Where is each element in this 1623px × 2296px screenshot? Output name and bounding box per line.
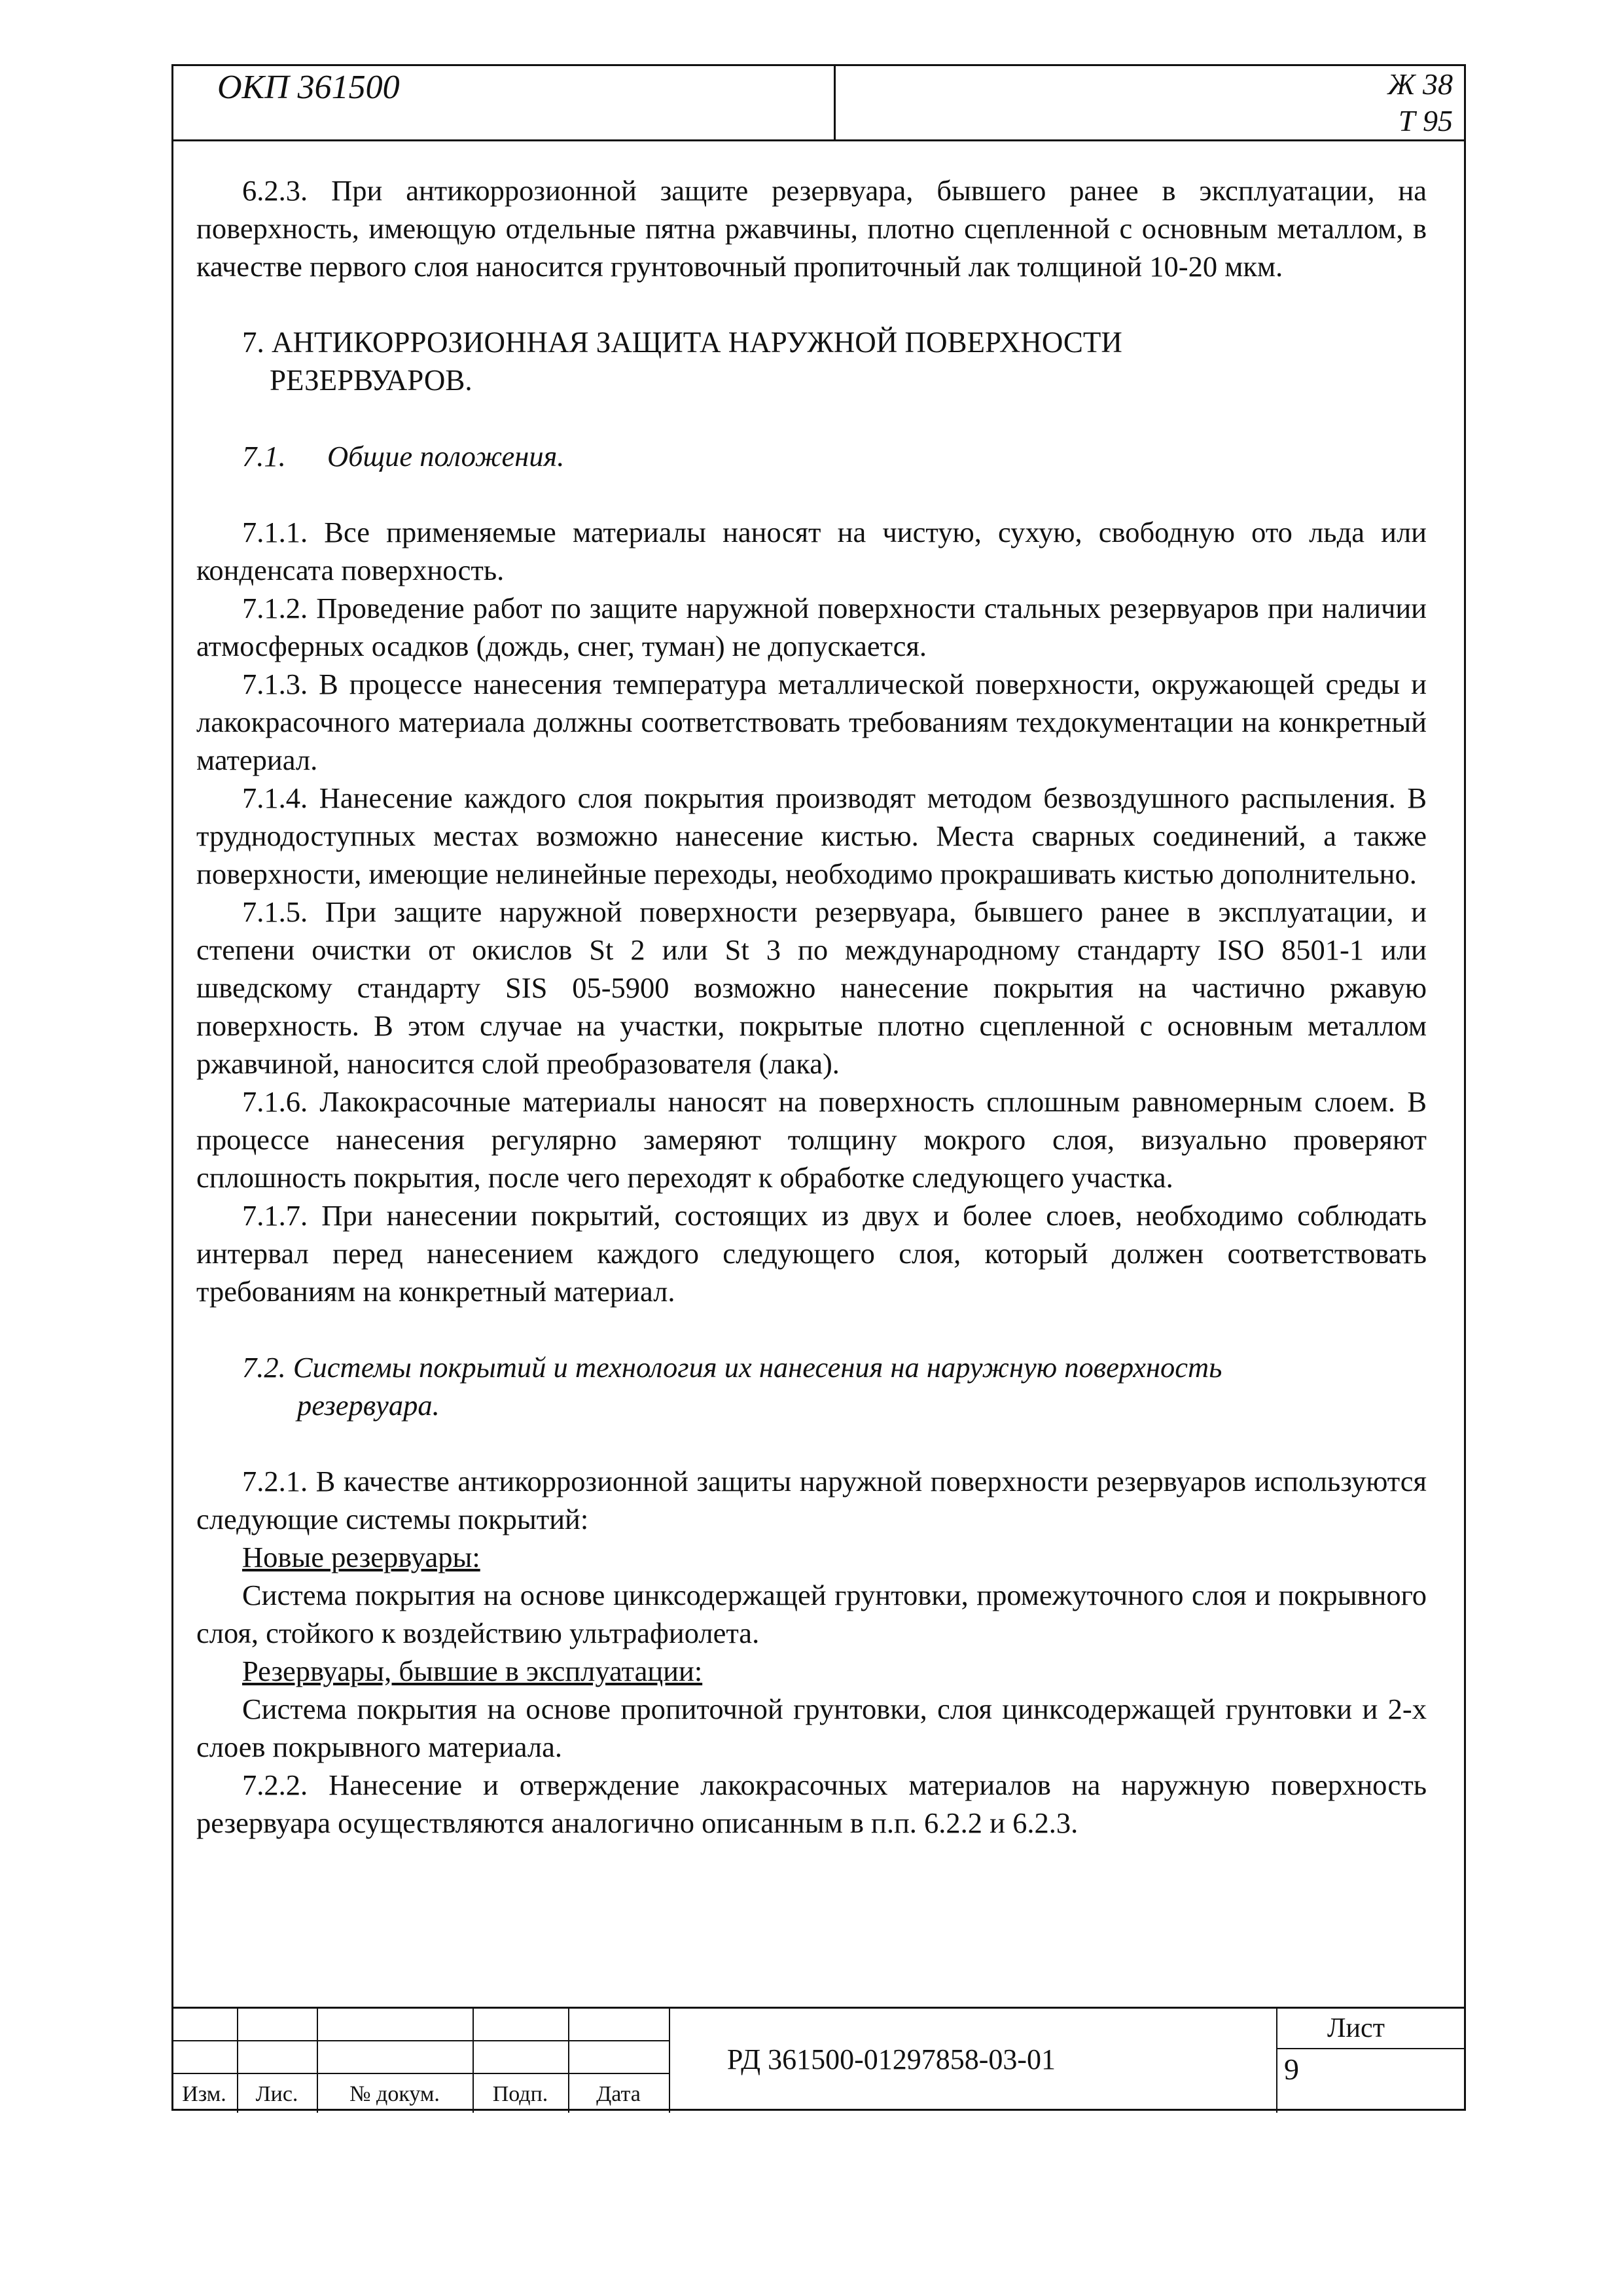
paragraph-7-1-3: 7.1.3. В процессе нанесения температура металлической поверхности, окружающей среды и лакокрасочного материала должны соответствовать требованиям техдокументации на конкретный материал. (196, 668, 1427, 776)
header-divider (834, 64, 836, 141)
subsection-7-1-title: Общие положения. (327, 440, 565, 473)
paragraph-7-1-5: 7.1.5. При защите наружной поверхности резервуара, бывшего ранее в эксплуатации, и степени очистки от окислов St 2 или St 3 по международному стандарту ISO 8501-1 или шведскому стандарту SIS 05-5900 возможно нанесение покрытия на частично ржавую поверхность. В этом случае на участки, покрытые плотно сцепленной с основным металлом ржавчиной, наносится слой преобразователя (лака). (196, 895, 1427, 1080)
new-tanks-description: Система покрытия на основе цинксодержащей грунтовки, промежуточного слоя и покрывного слоя, стойкого к воздействию ультрафиолета. (196, 1579, 1427, 1649)
spacer (196, 1310, 1427, 1348)
sheet-box-line (1276, 2048, 1466, 2049)
paragraph-7-1-6: 7.1.6. Лакокрасочные материалы наносят на поверхность сплошным равномерным слоем. В процессе нанесения регулярно замеряют толщину мокрого слоя, визуально проверяют сплошность покрытия, после чего переходят к обработке следующего участка. (196, 1085, 1427, 1194)
stamp-col-date: Дата (596, 2082, 641, 2106)
used-tanks-label: Резервуары, бывшие в эксплуатации: (242, 1655, 703, 1687)
sheet-number: 9 (1284, 2053, 1299, 2086)
stamp-row-line (171, 2040, 669, 2041)
section-7-title-line2: РЕЗЕРВУАРОВ. (270, 364, 473, 397)
stamp-col-doc-number: № докум. (349, 2082, 440, 2106)
spacer (196, 1424, 1427, 1462)
stamp-col-izm: Изм. (182, 2082, 226, 2106)
section-7-heading (196, 323, 1427, 399)
subsection-7-2-heading (196, 1348, 1427, 1424)
spacer (196, 475, 1427, 513)
new-tanks-label: Новые резервуары: (242, 1541, 480, 1573)
document-body (196, 171, 1427, 1842)
subsection-7-1-number: 7.1. (242, 440, 286, 473)
paragraph-6-2-3: 6.2.3. При антикоррозионной защите резервуара, бывшего ранее в эксплуатации, на поверхность, имеющую отдельные пятна ржавчины, плотно сцепленной с основным металлом, в качестве первого слоя наносится грунтовочный пропиточный лак толщиной 10-20 мкм. (196, 174, 1427, 283)
used-tanks-description: Система покрытия на основе пропиточной грунтовки, слоя цинксодержащей грунтовки и 2-х слоев покрывного материала. (196, 1693, 1427, 1763)
handwritten-mark-top: Ж 38 (1387, 67, 1453, 101)
subsection-7-2-title-line2: резервуара. (297, 1389, 440, 1422)
paragraph-7-1-2: 7.1.2. Проведение работ по защите наружной поверхности стальных резервуаров при наличии атмосферных осадков (дождь, снег, туман) не допускается. (196, 592, 1427, 662)
paragraph-7-1-1: 7.1.1. Все применяемые материалы наносят на чистую, сухую, свободную ото льда или конденсата поверхность. (196, 516, 1427, 586)
paragraph-7-1-7: 7.1.7. При нанесении покрытий, состоящих из двух и более слоев, необходимо соблюдать интервал перед нанесением каждого следующего слоя, который должен соответствовать требованиям на конкретный материал. (196, 1199, 1427, 1308)
spacer (196, 399, 1427, 437)
paragraph-7-2-2: 7.2.2. Нанесение и отверждение лакокрасочных материалов на наружную поверхность резервуара осуществляются аналогично описанным в п.п. 6.2.2 и 6.2.3. (196, 1768, 1427, 1839)
page-header (171, 64, 1466, 141)
section-7-title-line1: 7. АНТИКОРРОЗИОННАЯ ЗАЩИТА НАРУЖНОЙ ПОВЕРХНОСТИ (242, 326, 1122, 359)
stamp-col-signature: Подп. (492, 2082, 548, 2106)
new-tanks-heading (196, 1538, 1427, 1576)
subsection-7-2-title-line1: 7.2. Системы покрытий и технология их нанесения на наружную поверхность (242, 1351, 1222, 1384)
title-block (171, 2007, 1466, 2111)
okp-code: ОКП 361500 (217, 69, 400, 106)
subsection-7-1-heading (196, 437, 1427, 475)
used-tanks-heading (196, 1652, 1427, 1690)
paragraph-7-2-1: 7.2.1. В качестве антикоррозионной защиты наружной поверхности резервуаров используются следующие системы покрытий: (196, 1465, 1427, 1535)
stamp-row-line (171, 2073, 669, 2074)
document-code: РД 361500-01297858-03-01 (726, 2043, 1056, 2075)
stamp-col-list: Лис. (255, 2082, 298, 2106)
handwritten-mark-bottom: Т 95 (1398, 104, 1453, 137)
sheet-label: Лист (1327, 2013, 1385, 2043)
spacer (196, 285, 1427, 323)
paragraph-7-1-4: 7.1.4. Нанесение каждого слоя покрытия производят методом безвоздушного распыления. В труднодоступных местах возможно нанесение кистью. Места сварных соединений, а также поверхности, имеющие нелинейные переходы, необходимо прокрашивать кистью дополнительно. (196, 781, 1427, 890)
